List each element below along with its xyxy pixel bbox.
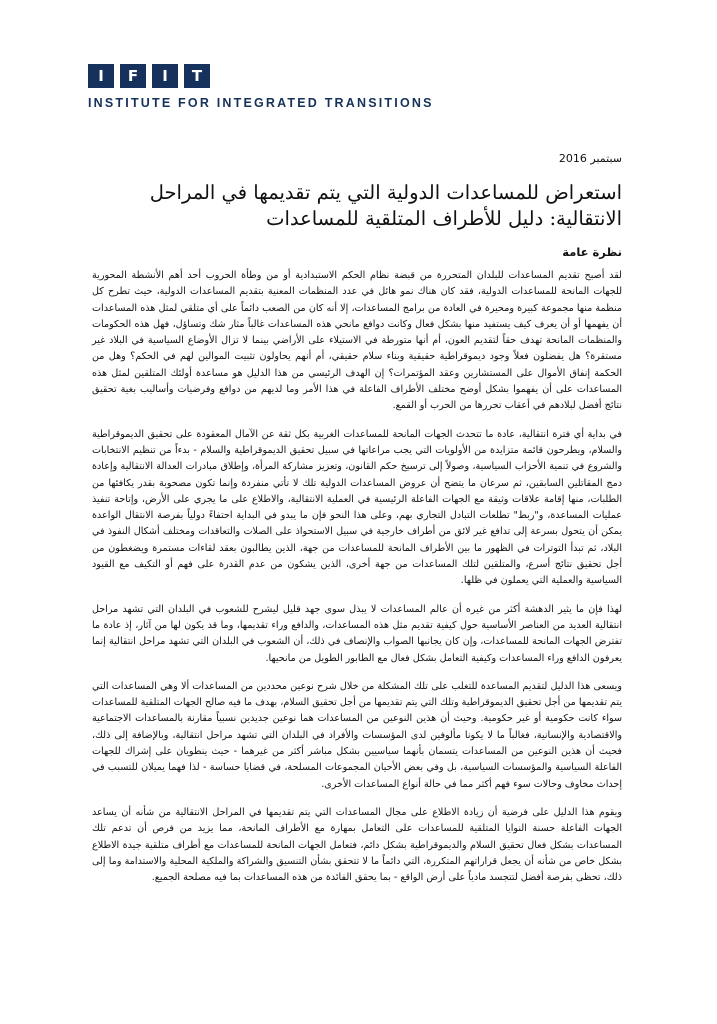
- logo-letter: F: [120, 64, 146, 88]
- body-text: [92, 268, 622, 898]
- paragraph-2: في بداية أي فترة انتقالية، عادة ما تتحدث الجهات المانحة للمساعدات الغربية بكل ثقة عن الآمال المعقودة على تحقيق الديموقراطية والسلام، ويطرحون قائمة متزايدة من الأولويات التي يجب مراعاتها في سبيل تحقيق الديموقراطية والسلام - بدءاً من تنظيم الانتخابات والشروع في تنمية الأحزاب السياسية، وصولاً إلى ترسيخ حكم القانون، وتعزيز مشاركة المرأة، وإطلاق مبادرات العدالة الانتقالية وإعادة دمج المقاتلين السابقين، ثم سرعان ما يتضح أن عروض المساعدات الدولية تلك لا تأتي منفردة وإنما تكون مصحوبة بقدر يكافئها من الطلبات، منها إقامة علاقات وثيقة مع الجهات الفاعلة الرئيسية في العملية الانتقالية، والاطلاع على ما يجري على الأرض، وإتاحة تنفيذ عمليات المساعدة، و"ربط" تطلعات التبادل التجاري بهم، وعلى هذا النحو فإن ما يبدو في البداية احتفاءً دولياً بفرصة الانتقال الواعدة يمكن أن يتحول بسرعة إلى تدافع غير لائق من أطراف خارجية في سبيل الاستحواذ على الصلات والتعاقدات ومختلف أشكال النفوذ في البلاد، ثم تبدأ التوترات في الظهور ما بين الأطراف المانحة للمساعدات من جهة، الذين يطالبون بعقد لقاءات مستمرة ويضغطون من أجل تحقيق نتائج أسرع، والمتلقين لتلك المساعدات من جهة أخرى، الذين يشكون من عدم القدرة على فهم أو التكيف مع القيود السياسية والعملية التي يعملون في ظلها.: [92, 428, 622, 587]
- logo-letter: I: [152, 64, 178, 88]
- logo-subtitle: INSTITUTE FOR INTEGRATED TRANSITIONS: [88, 96, 434, 110]
- logo-letter: T: [184, 64, 210, 88]
- paragraph-5: ويقوم هذا الدليل على فرضية أن زيادة الاطلاع على مجال المساعدات التي يتم تقديمها في المراحل الانتقالية من شأنه أن يساعد الجهات الفاعلة حسنة النوايا المتلقية للمساعدات على التعامل بمهارة مع الأطراف المانحة، مما يزيد من فرص أن تدعم تلك المساعدات بشكل فعال تحقيق السلام والديموقراطية بشكل دائم، فتعامل الجهات المانحة للمساعدات مع أطراف متلقية جيدة الاطلاع بشكل خاص من شأنه أن يجعل قراراتهم المتكررة، التي دائماً ما لا تتحقق بشأن التنسيق والشراكة والملكية المحلية والاستدامة وما إلى ذلك، تحظى بفرصة أفضل لتتجسد مادياً على أرض الواقع - بما يحقق الفائدة من هذه المساعدات بما فيه مصلحة الجميع.: [92, 806, 622, 884]
- paragraph-3: لهذا فإن ما يثير الدهشة أكثر من غيره أن عالم المساعدات لا يبذل سوى جهد قليل ليشرح للشعوب في البلدان التي تشهد مراحل انتقالية العديد من العناصر الأساسية حول كيفية تقديم مثل هذه المساعدات، والدافع وراء تقديمها، وما قد يكون لها من آثار، إذ عادة ما تفترض الجهات المانحة للمساعدات، وإن كان يجانبها الصواب والإنصاف في ذلك، أن الشعوب في البلدان التي تشهد مراحل انتقالية إنما يعرفون الدافع وراء المساعدات وكيفية التعامل بشكل فعال مع الطابور الطويل من مانحيها.: [92, 603, 622, 664]
- title-line-1: استعراض للمساعدات الدولية التي يتم تقديمها في المراحل: [149, 181, 622, 204]
- logo-letter: I: [88, 64, 114, 88]
- paragraph-4: ويسعى هذا الدليل لتقديم المساعدة للتغلب على تلك المشكلة من خلال شرح نوعين محددين من المساعدات ألا وهي المساعدات التي يتم تقديمها من أجل تحقيق الديموقراطية وتلك التي يتم تقديمها من أجل تحقيق السلام، بهدف ما فيه صالح الجهات المتلقية للمساعدات سواء كانت حكومية أو غير حكومية. وحيث أن هذين النوعين من المساعدات هما نوعين جديدين نسبياً مقارنة بالمساعدات الاجتماعية والاقتصادية والإنسانية، فغالباً ما لا يكونا مألوفين لدى المؤسسات والأفراد في البلدان التي تشهد مراحل انتقالية، وبالإضافة إلى ذلك، فحيث أن هذين النوعين من المساعدات يتسمان بأنهما سياسيين بشكل مباشر أكثر من غيرهما - حيث ينطويان على إشراك للجهات الفاعلة السياسية والمؤسسات السياسية، بل وفي بعض الأحيان المجموعات المسلحة، في قضايا حساسة - لذا فهما يميلان للتسبب في إحداث مخاوف وحالات سوء فهم أكثر مما في حالة أنواع المساعدات الأخرى.: [92, 680, 622, 790]
- ifit-logo: [88, 64, 434, 110]
- title-line-2: الانتقالية: دليل للأطراف المتلقية للمساعدات: [266, 207, 622, 230]
- section-heading: نظرة عامة: [562, 245, 622, 259]
- publication-date: سبتمبر 2016: [558, 152, 622, 165]
- logo-letter-boxes: [88, 64, 434, 88]
- paragraph-1: لقد أصبح تقديم المساعدات للبلدان المتحررة من قبضة نظام الحكم الاستبدادية أو من وطأة الحروب أحد أهم الأنشطة المحورية للجهات المانحة للمساعدات الدولية، فقد كان هناك نمو هائل في عدد المنظمات المعنية بتقديم المساعدات الدولية، حيث تطرح كل منظمة منها مجموعة كبيرة ومحيرة في العادة من برامج المساعدات، إلا أنه كان من الصعب دائماً على أي متلقي لمثل هذه المساعدات أن يفهمها أو أن يعرف كيف يستفيد منها بشكل فعال وكانت دوافع مانحي هذه المساعدات غالباً مثار شك وتساؤل، فهل هذه الحكومات والمنظمات المانحة تهدف حقاً لتقديم العون، أم أنها متورطة في الاستيلاء على الأراضي بينما لا تزال الأوضاع السياسية في البلاد غير مستقرة؟ هل يفضلون فعلاً وجود ديموقراطية حقيقية وبناء سلام حقيقي، أم أنهم يحاولون تثبيت الموالين لهم في الحكم؟ وهل من الحكمة إنفاق الأموال على المستشارين وعقد المؤتمرات؟ إن الهدف الرئيسي من هذا الدليل هو مساعدة أولئك المتلقين لمثل هذه المساعدات على أن يفهموا بشكل أوضح مختلف الأطراف الفاعلة في هذا الأمر وما لديهم من دوافع وفرضيات وأساليب بغية تحقيق نتائج أفضل لبلادهم في أعقاب تحررها من الحرب أو القمع.: [92, 270, 622, 412]
- document-title: [92, 180, 622, 232]
